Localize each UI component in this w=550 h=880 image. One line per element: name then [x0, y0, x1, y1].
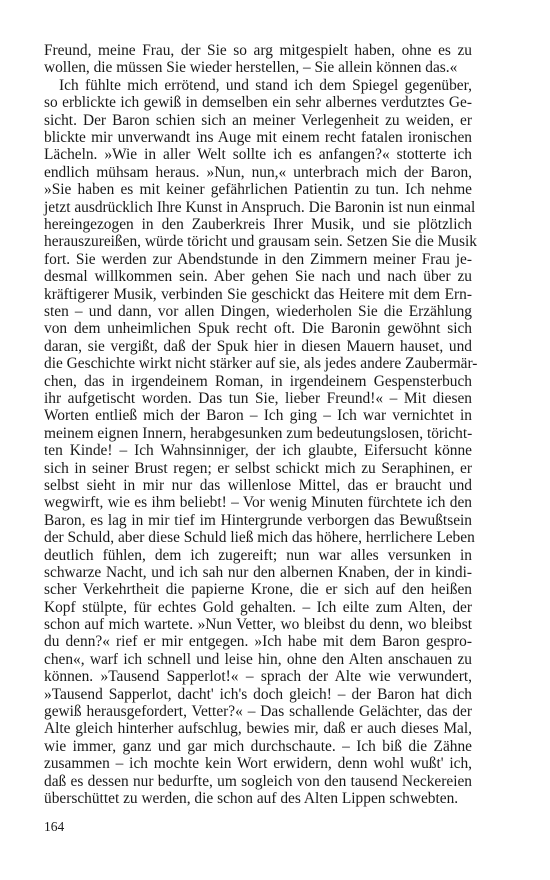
text-line: fort. Sie werden zur Abendstunde in den Zimmern meiner Frau je- [44, 250, 472, 268]
text-line: chen, das in irgendeinem Roman, in irgendeinem Gespensterbuch [44, 372, 472, 390]
text-line: blickte mir unverwandt ins Auge mit einem recht fatalen ironischen [44, 129, 472, 146]
text-line: meinem eignen Innern, herabgesunken zum bedeutungslosen, töricht- [44, 424, 473, 442]
text-line: Baron, es lag in mir tief im Hintergrunde verborgen das Bewußtsein [44, 511, 472, 529]
text-line: wollen, die müssen Sie wieder herstellen, – Sie allein können das.« [44, 59, 458, 77]
text-line: können. »Tausend Sapperlot!« – sprach der Alte wie verwundert, [44, 668, 472, 686]
text-line: ihr aufgetischt worden. Das tun Sie, lieber Freund!« – Mit diesen [44, 389, 472, 407]
text-line: zusammen – ich mochte kein Wort erwidern, denn wohl wußt' ich, [44, 755, 472, 773]
text-line: so erblickte ich gewiß in demselben ein sehr albernes verdutztes Ge- [44, 94, 472, 112]
text-line: sich in seiner Brust regen; er selbst schickt mich zu Seraphinen, er [44, 459, 472, 477]
text-line: Kopf stülpte, für echtes Gold gehalten. – Ich eilte zum Alten, der [44, 598, 472, 616]
text-line: daß es dessen nur bedurfte, um sogleich von den tausend Neckereien [44, 772, 472, 790]
text-line: schon auf mich wartete. »Nun Vetter, wo bleibst du denn, wo bleibst [44, 616, 472, 633]
text-line: daran, sie vergißt, daß der Spuk hier in diesen Mauern hauset, und [44, 337, 472, 355]
text-line: scher Verkehrtheit die papierne Krone, die er sich auf den heißen [44, 581, 472, 599]
text-line: Alte gleich hinterher aufschlug, bewies mir, daß er auch dieses Mal, [44, 720, 472, 738]
text-line: Worten entließ mich der Baron – Ich ging – Ich war vernichtet in [44, 407, 472, 425]
text-line: deutlich fühlen, dem ich zugereift; nun war alles versunken in [44, 546, 472, 564]
text-line: wegwirft, wie es ihm beliebt! – Vor wenig Minuten fürchtete ich den [44, 494, 472, 512]
text-line: endlich mühsam heraus. »Nun, nun,« unterbrach mich der Baron, [44, 163, 472, 181]
text-line: selbst sieht in mir nur das willenlose Mittel, das er braucht und [44, 476, 472, 494]
text-line: die Geschichte wirkt nicht stärker auf sie, als jedes andere Zaubermär- [44, 355, 478, 373]
text-line: du denn?« rief er mir entgegen. »Ich habe mit dem Baron gespro- [44, 633, 472, 651]
text-line: gewiß herausgefordert, Vetter?« – Das schallende Gelächter, das der [44, 703, 472, 720]
text-line: chen«, warf ich schnell und leise hin, ohne den Alten anschauen zu [44, 650, 472, 668]
text-line: herauszureißen, würde töricht und grausam sein. Setzen Sie die Musik [44, 233, 477, 251]
text-line: sicht. Der Baron schien sich an meiner Verlegenheit zu weiden, er [44, 111, 472, 129]
page-number: 164 [44, 819, 65, 834]
text-line: von dem unheimlichen Spuk recht oft. Die Baronin gewöhnt sich [44, 320, 472, 338]
text-line: hereingezogen in den Zauberkreis Ihrer Musik, und sie plötzlich [44, 216, 472, 233]
text-line: wie immer, ganz und gar mich durchschaute. – Ich biß die Zähne [44, 737, 472, 755]
text-line: desmal willkommen sein. Aber gehen Sie nach und nach über zu [44, 268, 472, 286]
text-line: kräftigerer Musik, verbinden Sie geschickt das Heitere mit dem Ern- [44, 285, 472, 303]
text-line: Lächeln. »Wie in aller Welt sollte ich es anfangen?« stotterte ich [44, 146, 472, 164]
text-line: jetzt ausdrücklich Ihre Kunst in Anspruch. Die Baronin ist nun einmal [44, 198, 476, 216]
text-line: überschüttet zu werden, die schon auf des Alten Lippen schwebten. [44, 790, 459, 807]
text-line: »Sie haben es mit keiner gefährlichen Patientin zu tun. Ich nehme [44, 181, 472, 199]
text-line: Freund, meine Frau, der Sie so arg mitgespielt haben, ohne es zu [44, 42, 472, 59]
text-line: der Schuld, aber diese Schuld ließ mich das höhere, herrlichere Leben [44, 529, 475, 547]
text-line: schwarze Nacht, und ich sah nur den albernen Knaben, der in kindi- [44, 563, 472, 581]
text-line: sten – und dann, vor allen Dingen, wiederholen Sie die Erzählung [44, 302, 472, 320]
text-line: »Tausend Sapperlot, dacht' ich's doch gleich! – der Baron hat dich [44, 685, 472, 703]
text-line: Ich fühlte mich errötend, und stand ich dem Spiegel gegenüber, [59, 76, 472, 94]
text-line: ten Kinde! – Ich Wahnsinniger, der ich glaubte, Eifersucht könne [44, 442, 472, 460]
